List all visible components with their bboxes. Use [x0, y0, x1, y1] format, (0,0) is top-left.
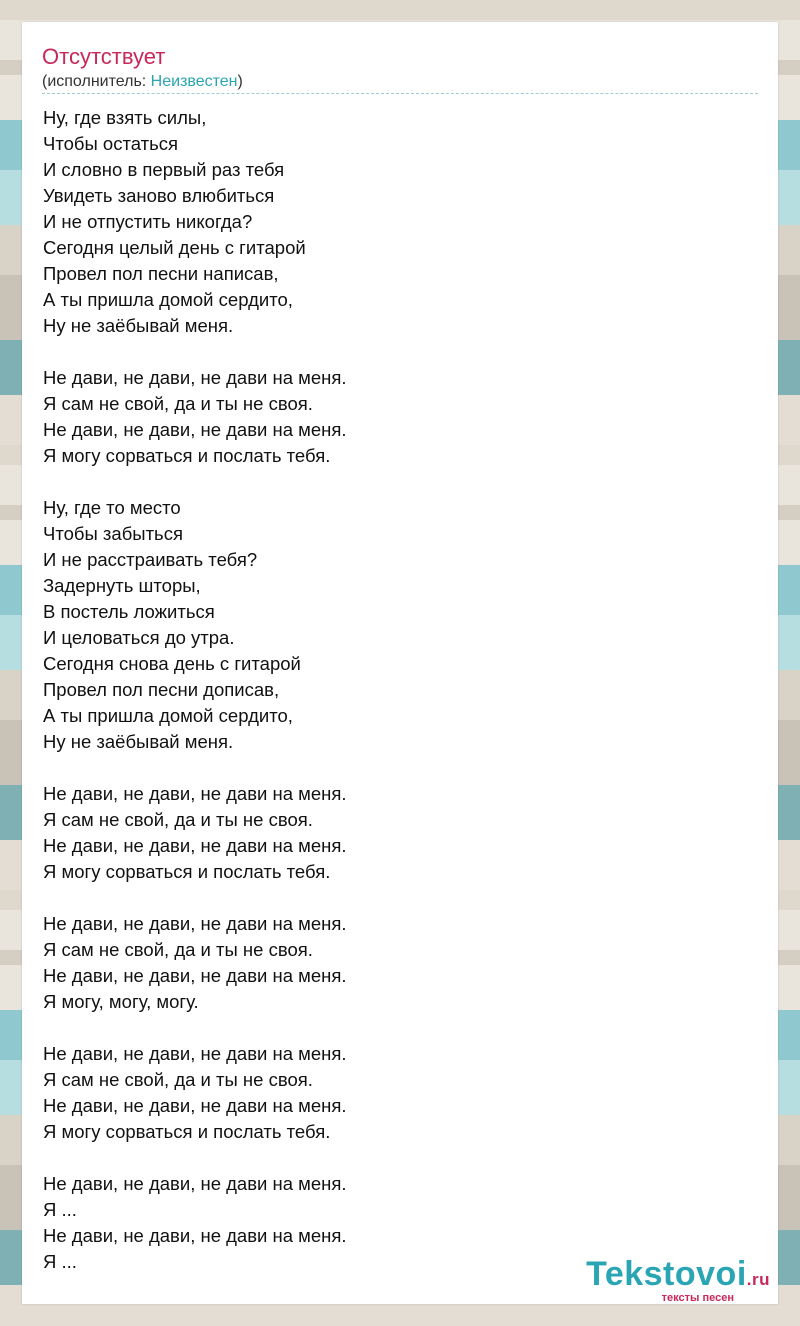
lyric-line: Сегодня целый день с гитарой	[43, 237, 306, 258]
artist-line	[42, 72, 243, 92]
lyrics-text	[43, 105, 347, 1275]
lyric-line: Ну, где взять силы,	[43, 107, 207, 128]
lyric-line: Чтобы остаться	[43, 133, 178, 154]
lyric-line: Я сам не свой, да и ты не своя.	[43, 939, 313, 960]
lyric-line: Я могу сорваться и послать тебя.	[43, 445, 331, 466]
lyric-line: И не отпустить никогда?	[43, 211, 253, 232]
lyric-line: И словно в первый раз тебя	[43, 159, 285, 180]
lyric-line: В постель ложиться	[43, 601, 215, 622]
lyric-line: Провел пол песни дописав,	[43, 679, 280, 700]
lyric-line: Я ...	[43, 1251, 77, 1272]
lyric-line: Увидеть заново влюбиться	[43, 185, 275, 206]
logo-tagline: тексты песен	[661, 1292, 734, 1304]
lyric-line: Не дави, не дави, не дави на меня.	[43, 1173, 347, 1194]
logo-text: Tekstovoi	[586, 1255, 747, 1293]
lyric-line: А ты пришла домой сердито,	[43, 289, 293, 310]
lyric-line: Ну, где то место	[43, 497, 181, 518]
lyrics-card	[22, 22, 778, 1304]
lyric-line: Не дави, не дави, не дави на меня.	[43, 913, 347, 934]
lyric-line: Не дави, не дави, не дави на меня.	[43, 835, 347, 856]
lyric-line: Не дави, не дави, не дави на меня.	[43, 1043, 347, 1064]
lyric-line: Я ...	[43, 1199, 77, 1220]
artist-prefix: (исполнитель:	[42, 73, 151, 90]
lyric-line: И целоваться до утра.	[43, 627, 235, 648]
logo-domain: .ru	[746, 1270, 770, 1289]
lyric-line: Провел пол песни написав,	[43, 263, 279, 284]
lyric-line: Чтобы забыться	[43, 523, 183, 544]
lyric-line	[43, 469, 347, 495]
lyric-line: Не дави, не дави, не дави на меня.	[43, 1225, 347, 1246]
lyric-line: Не дави, не дави, не дави на меня.	[43, 419, 347, 440]
lyric-line: Не дави, не дави, не дави на меня.	[43, 783, 347, 804]
song-title: Отсутствует	[42, 44, 166, 69]
lyric-line: Я сам не свой, да и ты не своя.	[43, 809, 313, 830]
lyric-line	[43, 885, 347, 911]
lyric-line: Не дави, не дави, не дави на меня.	[43, 1095, 347, 1116]
lyric-line: Я могу сорваться и послать тебя.	[43, 861, 331, 882]
lyric-line: Ну не заёбывай меня.	[43, 731, 234, 752]
lyric-line	[43, 755, 347, 781]
lyric-line: Не дави, не дави, не дави на меня.	[43, 367, 347, 388]
lyric-line: Задернуть шторы,	[43, 575, 201, 596]
lyric-line: Сегодня снова день с гитарой	[43, 653, 301, 674]
lyric-line: Я сам не свой, да и ты не своя.	[43, 1069, 313, 1090]
lyric-line: Я могу, могу, могу.	[43, 991, 199, 1012]
lyric-line: Не дави, не дави, не дави на меня.	[43, 965, 347, 986]
lyric-line: Я могу сорваться и послать тебя.	[43, 1121, 331, 1142]
dashed-divider	[42, 93, 758, 94]
lyric-line: А ты пришла домой сердито,	[43, 705, 293, 726]
site-logo[interactable]	[586, 1256, 770, 1304]
lyric-line	[43, 1015, 347, 1041]
artist-link[interactable]: Неизвестен	[150, 73, 238, 90]
lyric-line	[43, 339, 347, 365]
lyric-line: Ну не заёбывай меня.	[43, 315, 234, 336]
artist-suffix: )	[237, 73, 243, 90]
lyric-line	[43, 1145, 347, 1171]
lyric-line: Я сам не свой, да и ты не своя.	[43, 393, 313, 414]
lyric-line: И не расстраивать тебя?	[43, 549, 258, 570]
